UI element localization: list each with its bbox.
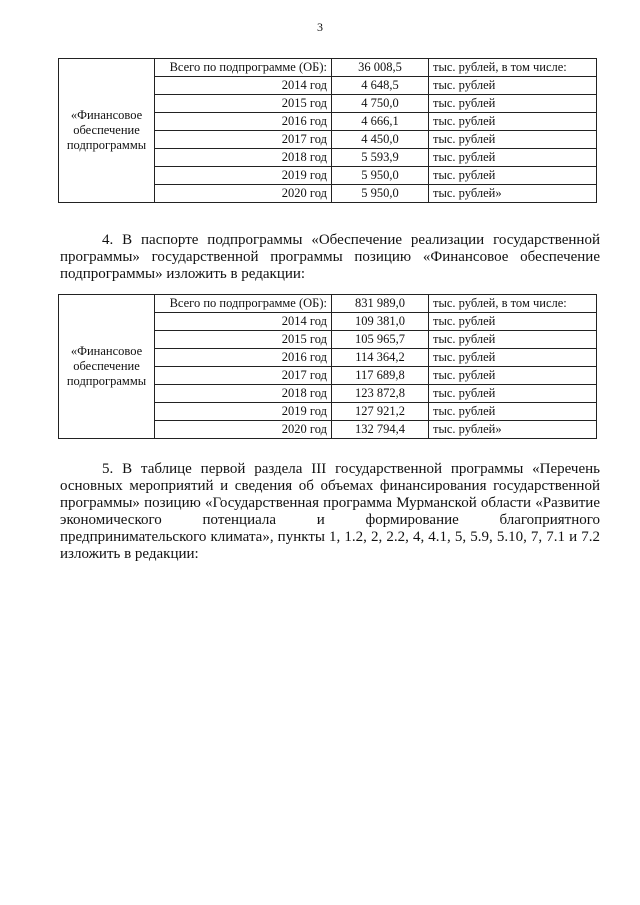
unit-cell: тыс. рублей	[429, 367, 597, 385]
unit-cell: тыс. рублей	[429, 113, 597, 131]
year-cell: 2020 год	[155, 421, 332, 439]
amount-cell: 114 364,2	[332, 349, 429, 367]
unit-cell: тыс. рублей	[429, 331, 597, 349]
paragraph-5	[60, 461, 600, 563]
unit-cell: тыс. рублей	[429, 131, 597, 149]
unit-cell: тыс. рублей	[429, 385, 597, 403]
year-cell: 2016 год	[155, 113, 332, 131]
amount-cell: 4 750,0	[332, 95, 429, 113]
unit-cell: тыс. рублей	[429, 349, 597, 367]
amount-cell: 117 689,8	[332, 367, 429, 385]
table-row-total	[59, 295, 597, 313]
unit-cell: тыс. рублей»	[429, 421, 597, 439]
financing-table-1	[58, 58, 597, 203]
amount-cell: 132 794,4	[332, 421, 429, 439]
year-cell: 2018 год	[155, 385, 332, 403]
year-cell: 2016 год	[155, 349, 332, 367]
total-description: Всего по подпрограмме (ОБ):	[155, 59, 332, 77]
year-cell: 2015 год	[155, 95, 332, 113]
total-unit: тыс. рублей, в том числе:	[429, 59, 597, 77]
section-label-cell: «Финансовое обеспечение подпрограммы	[59, 59, 155, 203]
year-cell: 2019 год	[155, 167, 332, 185]
amount-cell: 105 965,7	[332, 331, 429, 349]
amount-cell: 5 593,9	[332, 149, 429, 167]
amount-cell: 4 450,0	[332, 131, 429, 149]
total-amount: 831 989,0	[332, 295, 429, 313]
amount-cell: 4 648,5	[332, 77, 429, 95]
year-cell: 2014 год	[155, 77, 332, 95]
unit-cell: тыс. рублей	[429, 313, 597, 331]
unit-cell: тыс. рублей	[429, 149, 597, 167]
paragraph-4	[60, 232, 600, 283]
unit-cell: тыс. рублей	[429, 95, 597, 113]
amount-cell: 127 921,2	[332, 403, 429, 421]
total-amount: 36 008,5	[332, 59, 429, 77]
total-unit: тыс. рублей, в том числе:	[429, 295, 597, 313]
amount-cell: 109 381,0	[332, 313, 429, 331]
unit-cell: тыс. рублей	[429, 167, 597, 185]
amount-cell: 4 666,1	[332, 113, 429, 131]
year-cell: 2017 год	[155, 131, 332, 149]
financing-table-2	[58, 294, 597, 439]
section-label-cell: «Финансовое обеспечение подпрограммы	[59, 295, 155, 439]
unit-cell: тыс. рублей	[429, 77, 597, 95]
amount-cell: 5 950,0	[332, 167, 429, 185]
unit-cell: тыс. рублей»	[429, 185, 597, 203]
year-cell: 2015 год	[155, 331, 332, 349]
unit-cell: тыс. рублей	[429, 403, 597, 421]
year-cell: 2014 год	[155, 313, 332, 331]
year-cell: 2019 год	[155, 403, 332, 421]
page-number: 3	[317, 20, 323, 34]
table-row-total	[59, 59, 597, 77]
amount-cell: 123 872,8	[332, 385, 429, 403]
financing-table-body	[59, 59, 597, 203]
year-cell: 2020 год	[155, 185, 332, 203]
year-cell: 2017 год	[155, 367, 332, 385]
year-cell: 2018 год	[155, 149, 332, 167]
total-description: Всего по подпрограмме (ОБ):	[155, 295, 332, 313]
financing-table-body	[59, 295, 597, 439]
amount-cell: 5 950,0	[332, 185, 429, 203]
paragraph-5-text: 5. В таблице первой раздела III государственной программы «Перечень основных мероприятий и сведения об объемах финансирования государственной программы» позицию «Государственная программа Мурманской области «Развитие экономического потенциала и формирование благоприятного предпринимательского климата», пункты 1, 1.2, 2, 2.2, 4, 4.1, 5, 5.9, 5.10, 7, 7.1 и 7.2 изложить в редакции:	[60, 461, 600, 562]
paragraph-4-text: 4. В паспорте подпрограммы «Обеспечение реализации государственной программы» государственной программы позицию «Финансовое обеспечение подпрограммы» изложить в редакции:	[60, 232, 600, 282]
